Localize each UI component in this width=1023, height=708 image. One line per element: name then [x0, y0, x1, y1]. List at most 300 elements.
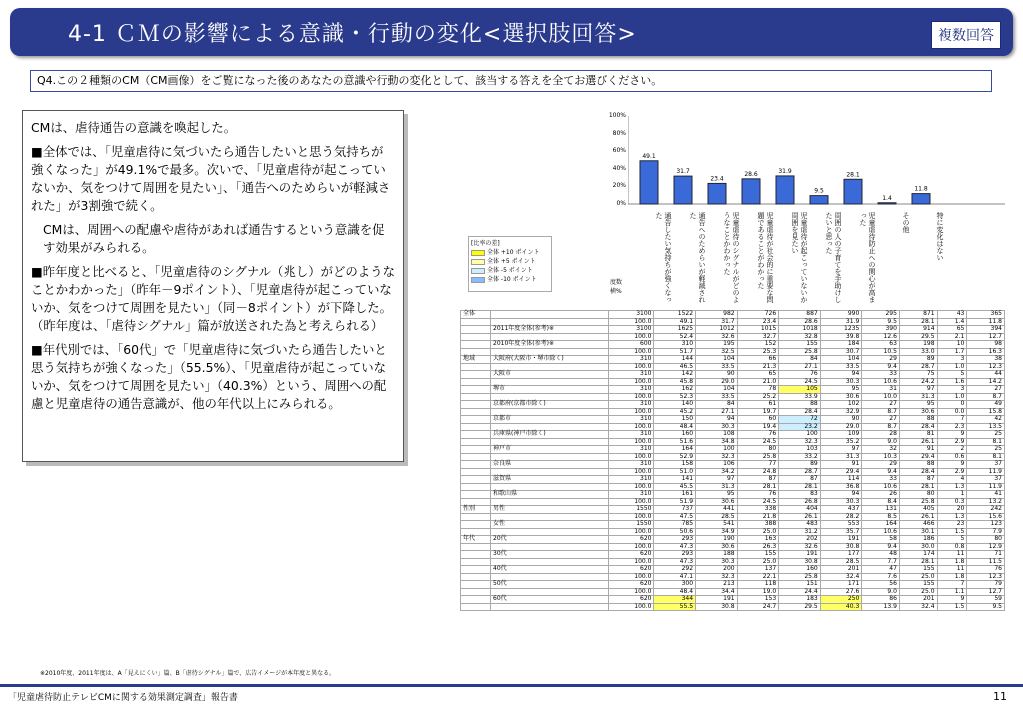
table-cell: 100.0 [609, 558, 654, 566]
table-cell: 310 [609, 416, 654, 424]
table-cell: 13.5 [967, 423, 1005, 431]
table-cell: 51.9 [654, 498, 696, 506]
category-label: 児童虐待のシグナルがどのようなことかわかった [723, 212, 740, 303]
table-cell: 31.2 [779, 528, 821, 536]
table-cell: 160 [654, 431, 696, 439]
table-cell: 奈良県 [491, 461, 609, 469]
table-cell: 88 [899, 461, 937, 469]
table-cell: 191 [820, 536, 862, 544]
table-cell: 144 [654, 356, 696, 364]
table-cell: 滋賀県 [491, 476, 609, 484]
table-cell: 390 [862, 326, 900, 334]
table-cell: 29.0 [696, 378, 738, 386]
table-cell: 28.5 [696, 513, 738, 521]
table-cell: 620 [609, 581, 654, 589]
table-cell: 12.9 [967, 543, 1005, 551]
table-cell: 94 [820, 371, 862, 379]
legend-item: 全体 +10 ポイント [471, 248, 549, 257]
table-cell: 24.5 [737, 498, 779, 506]
table-cell: 150 [654, 416, 696, 424]
table-cell [491, 378, 609, 386]
data-label: 23.4 [710, 175, 724, 183]
table-cell [461, 408, 491, 416]
table-row [461, 603, 1005, 611]
table-cell: 94 [696, 416, 738, 424]
bar [742, 179, 760, 204]
table-cell: 89 [779, 461, 821, 469]
table-cell: 84 [779, 356, 821, 364]
table-cell: 51.0 [654, 468, 696, 476]
table-cell [491, 588, 609, 596]
summary-point-3: ■昨年度と比べると、「児童虐待のシグナル（兆し）がどのようなことかわかった」（昨年－9ポイント）、「児童虐待が起こっていないか、気をつけて周囲を見たい」（同－8ポイント）が下降した。（昨年度は、「虐待シグナル」篇が放送された為と考えられる） [31, 264, 395, 333]
table-cell: 102 [820, 401, 862, 409]
table-cell: 76 [737, 491, 779, 499]
table-cell: 310 [609, 371, 654, 379]
table-cell: 100.0 [609, 528, 654, 536]
data-label: 9.5 [814, 187, 824, 195]
table-cell: 27.6 [820, 588, 862, 596]
table-cell: 76 [967, 566, 1005, 574]
table-cell: 100.0 [609, 468, 654, 476]
table-cell: 28.1 [899, 558, 937, 566]
table-cell: 29.5 [779, 603, 821, 611]
table-cell: 24.7 [737, 603, 779, 611]
table-cell: 1 [937, 491, 967, 499]
table-cell: 9.4 [862, 543, 900, 551]
table-cell: 27 [862, 401, 900, 409]
table-cell: 43 [937, 311, 967, 319]
table-cell: 100.0 [609, 543, 654, 551]
table-cell: 12.3 [967, 363, 1005, 371]
table-cell: 87 [779, 476, 821, 484]
table-cell: 87 [737, 476, 779, 484]
summary-point-1: ■全体では、「児童虐待に気づいたら通告したいと思う気持ちが強くなった」が49.1%で最多。次いで、「児童虐待が起こっていないか、気をつけて周囲を見たい」、「通告へのためらいが軽減された」が3割強で続く。 [31, 144, 391, 213]
y-tick-label: 20% [612, 182, 626, 190]
table-cell: 80 [967, 536, 1005, 544]
multiple-answer-badge: 複数回答 [931, 21, 1001, 49]
table-cell: 26.1 [899, 513, 937, 521]
table-cell: 97 [696, 476, 738, 484]
table-cell: 29 [862, 356, 900, 364]
chart-and-table [460, 108, 1005, 688]
table-cell: 30代 [491, 551, 609, 559]
table-cell: 27 [967, 386, 1005, 394]
table-row [461, 581, 1005, 589]
table-cell: 184 [820, 341, 862, 349]
table-cell: 11 [937, 551, 967, 559]
table-cell: 620 [609, 536, 654, 544]
table-cell: 32.3 [696, 453, 738, 461]
table-cell: 553 [820, 521, 862, 529]
summary-heading: CMは、虐待通告の意識を喚起した。 [31, 120, 237, 135]
table-cell [461, 558, 491, 566]
table-cell: 28.5 [820, 558, 862, 566]
table-cell: 0 [937, 401, 967, 409]
page-title: 4-1 ＣＭの影響による意識・行動の変化<選択肢回答> [68, 22, 637, 47]
table-cell: 1.1 [937, 588, 967, 596]
data-label: 28.1 [846, 171, 860, 179]
table-cell: 52.3 [654, 393, 696, 401]
table-cell [461, 401, 491, 409]
table-cell: 32 [862, 446, 900, 454]
table-cell: 195 [696, 341, 738, 349]
table-cell: 兵庫県(神戸市除く) [491, 431, 609, 439]
table-cell: 100.0 [609, 378, 654, 386]
table-cell: 9 [937, 596, 967, 604]
table-cell: 109 [820, 431, 862, 439]
table-cell: 80 [737, 446, 779, 454]
legend-title: [比率の差] [471, 240, 500, 247]
table-cell: 8.1 [967, 453, 1005, 461]
bar [810, 196, 828, 204]
table-cell: 300 [654, 581, 696, 589]
table-cell: 198 [899, 341, 937, 349]
table-cell: 9 [937, 461, 967, 469]
table-cell: 250 [820, 596, 862, 604]
table-cell: 50代 [491, 581, 609, 589]
table-cell: 48 [862, 551, 900, 559]
table-cell [461, 341, 491, 349]
table-cell: 104 [696, 356, 738, 364]
table-cell: 31.7 [696, 318, 738, 326]
table-cell: 和歌山県 [491, 491, 609, 499]
table-cell: 191 [696, 596, 738, 604]
table-cell: 140 [654, 401, 696, 409]
table-cell [461, 581, 491, 589]
table-cell: 8.7 [862, 423, 900, 431]
y-tick-label: 100% [608, 112, 626, 119]
base-labels [610, 278, 622, 296]
table-cell: 32.7 [737, 333, 779, 341]
table-cell: 1.5 [937, 528, 967, 536]
data-label: 28.6 [744, 170, 758, 178]
table-cell: 84 [696, 401, 738, 409]
bar [912, 194, 930, 204]
table-cell: 60 [737, 416, 779, 424]
table-cell: 1.5 [937, 603, 967, 611]
table-cell: 89 [899, 356, 937, 364]
table-cell: 91 [820, 461, 862, 469]
table-cell: 990 [820, 311, 862, 319]
table-cell: 871 [899, 311, 937, 319]
table-cell: 26.3 [737, 543, 779, 551]
table-cell: 32.4 [820, 573, 862, 581]
summary-point-2: CMは、周囲への配慮や虐待があれば通告するという意識を促す効果がみられる。 [43, 222, 385, 255]
table-cell: 8.7 [862, 408, 900, 416]
table-cell: 620 [609, 566, 654, 574]
bar [844, 179, 862, 204]
table-cell: 42 [967, 416, 1005, 424]
table-cell: 152 [737, 341, 779, 349]
table-cell: 213 [696, 581, 738, 589]
table-cell [461, 446, 491, 454]
table-cell: 91 [899, 446, 937, 454]
table-cell: 10.3 [862, 453, 900, 461]
table-row [461, 311, 1005, 319]
table-cell: 5 [937, 536, 967, 544]
table-cell [461, 438, 491, 446]
table-row [461, 566, 1005, 574]
bar [776, 176, 794, 204]
table-cell: 100.0 [609, 363, 654, 371]
legend-item: 全体 +5 ポイント [471, 257, 549, 266]
table-cell: 79 [967, 581, 1005, 589]
table-cell: 19.4 [737, 423, 779, 431]
data-label: 1.4 [882, 194, 892, 202]
table-cell: 28.1 [899, 483, 937, 491]
table-cell: 20代 [491, 536, 609, 544]
table-cell: 10.5 [862, 348, 900, 356]
table-cell: 京都市 [491, 416, 609, 424]
table-cell: 44 [967, 371, 1005, 379]
table-cell: 47.5 [654, 513, 696, 521]
table-cell: 10.0 [862, 393, 900, 401]
table-cell: 914 [899, 326, 937, 334]
table-cell: 141 [654, 476, 696, 484]
table-cell: 25.0 [737, 558, 779, 566]
table-cell: 34.9 [696, 528, 738, 536]
table-cell: 1235 [820, 326, 862, 334]
table-cell: 7 [937, 581, 967, 589]
table-cell: 1.3 [937, 483, 967, 491]
table-cell: 25.0 [737, 528, 779, 536]
table-cell: 100.0 [609, 333, 654, 341]
summary-point-4: ■年代別では、「60代」で「児童虐待に気づいたら通告したいと思う気持ちが強くなった」（55.5%）、「児童虐待が起こっていないか、気をつけて周囲を見たい」（40.3%）という、周囲への配慮と児童虐待の通告意識が、他の年代以上にみられる。 [31, 342, 387, 411]
table-cell: 171 [820, 581, 862, 589]
table-cell: 61 [737, 401, 779, 409]
table-cell: 34.4 [696, 588, 738, 596]
table-cell: 13.2 [967, 498, 1005, 506]
table-cell: 28.4 [899, 468, 937, 476]
table-cell: 137 [737, 566, 779, 574]
table-cell: 404 [779, 506, 821, 514]
table-cell: 106 [696, 461, 738, 469]
table-cell: 60代 [491, 596, 609, 604]
table-cell: 37 [967, 476, 1005, 484]
table-cell: 30.0 [899, 543, 937, 551]
table-cell: 39.8 [820, 333, 862, 341]
table-cell: 90 [696, 371, 738, 379]
table-cell: 2.1 [937, 333, 967, 341]
table-cell: 19.7 [737, 408, 779, 416]
table-cell: 25.2 [737, 393, 779, 401]
table-cell: 24.2 [899, 378, 937, 386]
table-cell: 405 [899, 506, 937, 514]
table-cell: 104 [696, 386, 738, 394]
table-cell: 65 [937, 326, 967, 334]
table-cell: 30.7 [820, 348, 862, 356]
table-cell: 20 [937, 506, 967, 514]
table-cell: 堺市 [491, 386, 609, 394]
table-cell: 35.2 [820, 438, 862, 446]
legend-item: 全体 -10 ポイント [471, 275, 549, 284]
table-cell: 40代 [491, 566, 609, 574]
table-cell: 25.8 [899, 498, 937, 506]
table-cell: 105 [779, 386, 821, 394]
table-cell: 104 [820, 356, 862, 364]
table-cell [491, 603, 609, 611]
base-n-label: 度数 [610, 279, 623, 286]
table-cell: 142 [654, 371, 696, 379]
table-cell: 地域 [461, 356, 491, 364]
table-cell: 95 [696, 491, 738, 499]
data-label: 31.7 [676, 168, 690, 176]
table-cell: 123 [967, 521, 1005, 529]
table-cell [461, 318, 491, 326]
table-cell: 174 [899, 551, 937, 559]
table-cell: 27 [862, 416, 900, 424]
table-cell: 1.4 [937, 318, 967, 326]
table-cell: 72 [779, 416, 821, 424]
table-cell: 21.8 [737, 513, 779, 521]
table-cell: 164 [862, 521, 900, 529]
table-cell: 27.1 [779, 363, 821, 371]
table-cell: 80 [899, 491, 937, 499]
table-cell: 483 [779, 521, 821, 529]
table-cell [491, 543, 609, 551]
footer-bar [0, 684, 1023, 687]
table-row [461, 386, 1005, 394]
table-cell: 31.9 [820, 318, 862, 326]
table-row [461, 446, 1005, 454]
table-cell: 11.8 [967, 318, 1005, 326]
table-cell: 76 [737, 431, 779, 439]
table-cell: 90 [820, 416, 862, 424]
table-cell: 161 [654, 491, 696, 499]
table-cell: 11.9 [967, 483, 1005, 491]
table-cell: 23 [937, 521, 967, 529]
table-cell: 大阪府(大阪市・堺市除く) [491, 356, 609, 364]
data-table [460, 310, 1005, 611]
bar [708, 183, 726, 204]
legend [468, 236, 552, 292]
table-cell: 8.7 [967, 393, 1005, 401]
table-cell: 114 [820, 476, 862, 484]
table-cell: 186 [899, 536, 937, 544]
table-cell: 1.6 [937, 378, 967, 386]
table-cell: 48.4 [654, 588, 696, 596]
table-cell [461, 453, 491, 461]
table-cell: 32.9 [820, 408, 862, 416]
table-cell: 365 [967, 311, 1005, 319]
table-cell: 51.6 [654, 438, 696, 446]
table-cell [461, 483, 491, 491]
table-cell [461, 326, 491, 334]
table-cell: 7.7 [862, 558, 900, 566]
table-row [461, 371, 1005, 379]
y-tick-label: 80% [612, 129, 626, 137]
table-cell: 0.8 [937, 543, 967, 551]
table-cell: 292 [654, 566, 696, 574]
table-cell [461, 378, 491, 386]
table-cell: 3100 [609, 311, 654, 319]
table-cell: 118 [737, 581, 779, 589]
table-cell: 28.1 [779, 483, 821, 491]
table-cell: 2010年度全体(参考)※ [491, 341, 609, 349]
table-cell: 31 [862, 386, 900, 394]
table-cell: 158 [654, 461, 696, 469]
table-cell: 8.5 [862, 513, 900, 521]
table-cell: 47 [862, 566, 900, 574]
table-cell: 31.3 [820, 453, 862, 461]
table-cell: 35.7 [820, 528, 862, 536]
category-label: 通告したい気持ちが強くなった [655, 212, 672, 303]
table-cell: 32.5 [696, 348, 738, 356]
table-cell: 1.3 [937, 513, 967, 521]
table-cell: 全体 [461, 311, 491, 319]
category-label: 特に変化はない [936, 212, 944, 261]
table-cell: 10.6 [862, 528, 900, 536]
table-cell: 201 [820, 566, 862, 574]
table-cell: 726 [737, 311, 779, 319]
table-cell: 78 [737, 386, 779, 394]
table-cell: 437 [820, 506, 862, 514]
table-cell: 100.0 [609, 603, 654, 611]
table-cell: 52.4 [654, 333, 696, 341]
table-row [461, 506, 1005, 514]
table-cell [491, 528, 609, 536]
table-cell: 12.3 [967, 573, 1005, 581]
table-cell: 441 [696, 506, 738, 514]
table-cell: 2.9 [937, 438, 967, 446]
table-row [461, 461, 1005, 469]
table-cell: 11.5 [967, 558, 1005, 566]
table-cell: 28.4 [899, 423, 937, 431]
table-cell: 性別 [461, 506, 491, 514]
data-label: 49.1 [642, 152, 656, 160]
table-cell: 9.4 [862, 468, 900, 476]
table-cell [491, 311, 609, 319]
table-cell [491, 558, 609, 566]
table-cell: 19.0 [737, 588, 779, 596]
table-cell [461, 468, 491, 476]
table-cell: 2 [937, 446, 967, 454]
table-cell: 100.0 [609, 483, 654, 491]
table-cell: 1.7 [937, 348, 967, 356]
table-cell [461, 431, 491, 439]
table-cell: 0.3 [937, 498, 967, 506]
table-cell: 45.5 [654, 483, 696, 491]
table-cell: 25 [967, 431, 1005, 439]
table-cell: 2011年度全体(参考)※ [491, 326, 609, 334]
table-cell: 25.8 [779, 348, 821, 356]
table-cell: 27.1 [696, 408, 738, 416]
table-cell: 28.1 [737, 483, 779, 491]
table-cell: 100.0 [609, 408, 654, 416]
table-cell: 7.6 [862, 573, 900, 581]
table-cell: 620 [609, 551, 654, 559]
y-axis [460, 108, 630, 208]
table-cell [461, 513, 491, 521]
table-cell: 9.0 [862, 588, 900, 596]
table-cell: 33.0 [899, 348, 937, 356]
table-cell: 1.8 [937, 558, 967, 566]
table-cell: 600 [609, 341, 654, 349]
table-cell: 108 [696, 431, 738, 439]
table-cell: 75 [899, 371, 937, 379]
header-bar [10, 8, 1013, 56]
table-cell: 9.5 [862, 318, 900, 326]
y-tick-label: 40% [612, 164, 626, 172]
table-cell [461, 543, 491, 551]
table-cell: 63 [862, 341, 900, 349]
table-cell: 293 [654, 551, 696, 559]
table-row [461, 521, 1005, 529]
table-cell: 30.8 [820, 543, 862, 551]
table-cell [461, 476, 491, 484]
report-title: 「児童虐待防止テレビCMに関する効果測定調査」報告書 [8, 693, 238, 703]
table-cell: 65 [737, 371, 779, 379]
